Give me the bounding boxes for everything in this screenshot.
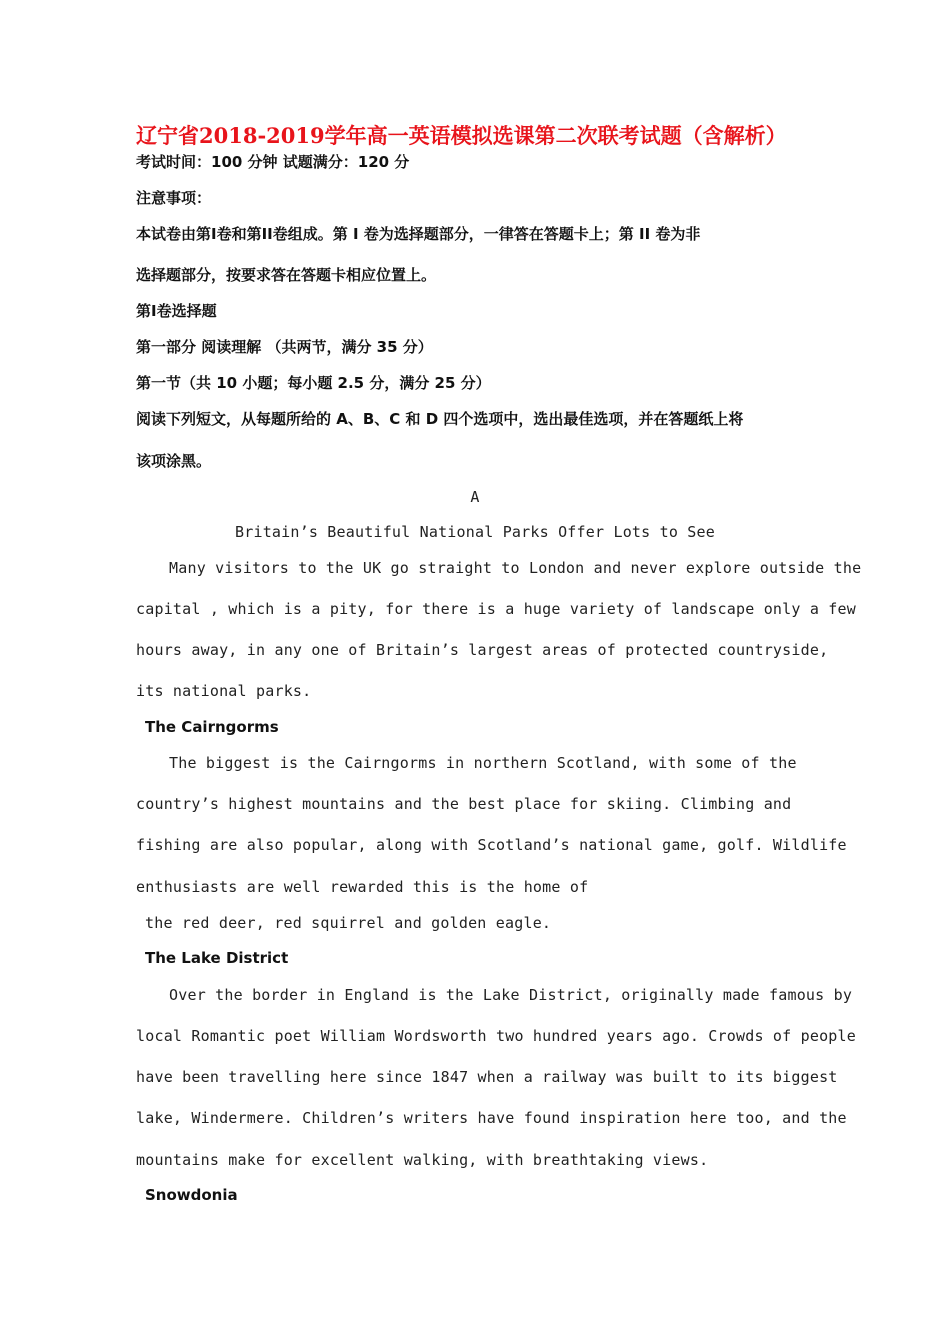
subsection-one-heading: 第一节（共 10 小题；每小题 2.5 分，满分 25 分） (136, 374, 491, 392)
intro-line-4: its national parks. (136, 682, 312, 700)
lake-district-line-1: Over the border in England is the Lake District, originally made famous by (169, 986, 853, 1004)
cairngorms-line-1: The biggest is the Cairngorms in northern Scotland, with some of the (169, 754, 797, 772)
snowdonia-heading: Snowdonia (145, 1186, 238, 1204)
lake-district-line-2: local Romantic poet William Wordsworth two hundred years ago. Crowds of people (136, 1027, 856, 1045)
notice-line-2: 选择题部分，按要求答在答题卡相应位置上。 (136, 266, 437, 284)
intro-line-1: Many visitors to the UK go straight to London and never explore outside the (169, 559, 862, 577)
notice-line-1: 本试卷由第I卷和第II卷组成。第 I 卷为选择题部分，一律答在答题卡上；第 II 卷为非 (136, 225, 701, 243)
section-one-heading: 第一部分 阅读理解 （共两节，满分 35 分） (136, 338, 433, 356)
intro-line-2: capital , which is a pity, for there is a huge variety of landscape only a few (136, 600, 856, 618)
cairngorms-line-4: enthusiasts are well rewarded this is the home of (136, 878, 589, 896)
cairngorms-line-3: fishing are also popular, along with Scotland’s national game, golf. Wildlife (136, 836, 847, 854)
part-one-heading: 第I卷选择题 (136, 302, 217, 320)
notice-heading: 注意事项： (136, 189, 212, 207)
intro-line-3: hours away, in any one of Britain’s largest areas of protected countryside, (136, 641, 829, 659)
lake-district-line-5: mountains make for excellent walking, with breathtaking views. (136, 1151, 709, 1169)
passage-title: Britain’s Beautiful National Parks Offer Lots to See (235, 523, 715, 541)
passage-letter: A (470, 488, 480, 506)
instruction-line-2: 该项涂黑。 (136, 452, 212, 470)
document-title: 辽宁省2018-2019学年高一英语模拟选课第二次联考试题（含解析） (136, 123, 787, 148)
instruction-line-1: 阅读下列短文，从每题所给的 A、B、C 和 D 四个选项中，选出最佳选项，并在答题纸上将 (136, 410, 744, 428)
exam-info: 考试时间：100 分钟 试题满分：120 分 (136, 153, 410, 171)
lake-district-line-3: have been travelling here since 1847 when a railway was built to its biggest (136, 1068, 838, 1086)
lake-district-heading: The Lake District (145, 949, 289, 967)
cairngorms-line-2: country’s highest mountains and the best place for skiing. Climbing and (136, 795, 792, 813)
lake-district-line-4: lake, Windermere. Children’s writers have found inspiration here too, and the (136, 1109, 847, 1127)
cairngorms-heading: The Cairngorms (145, 718, 279, 736)
cairngorms-line-5: the red deer, red squirrel and golden eagle. (145, 914, 552, 932)
